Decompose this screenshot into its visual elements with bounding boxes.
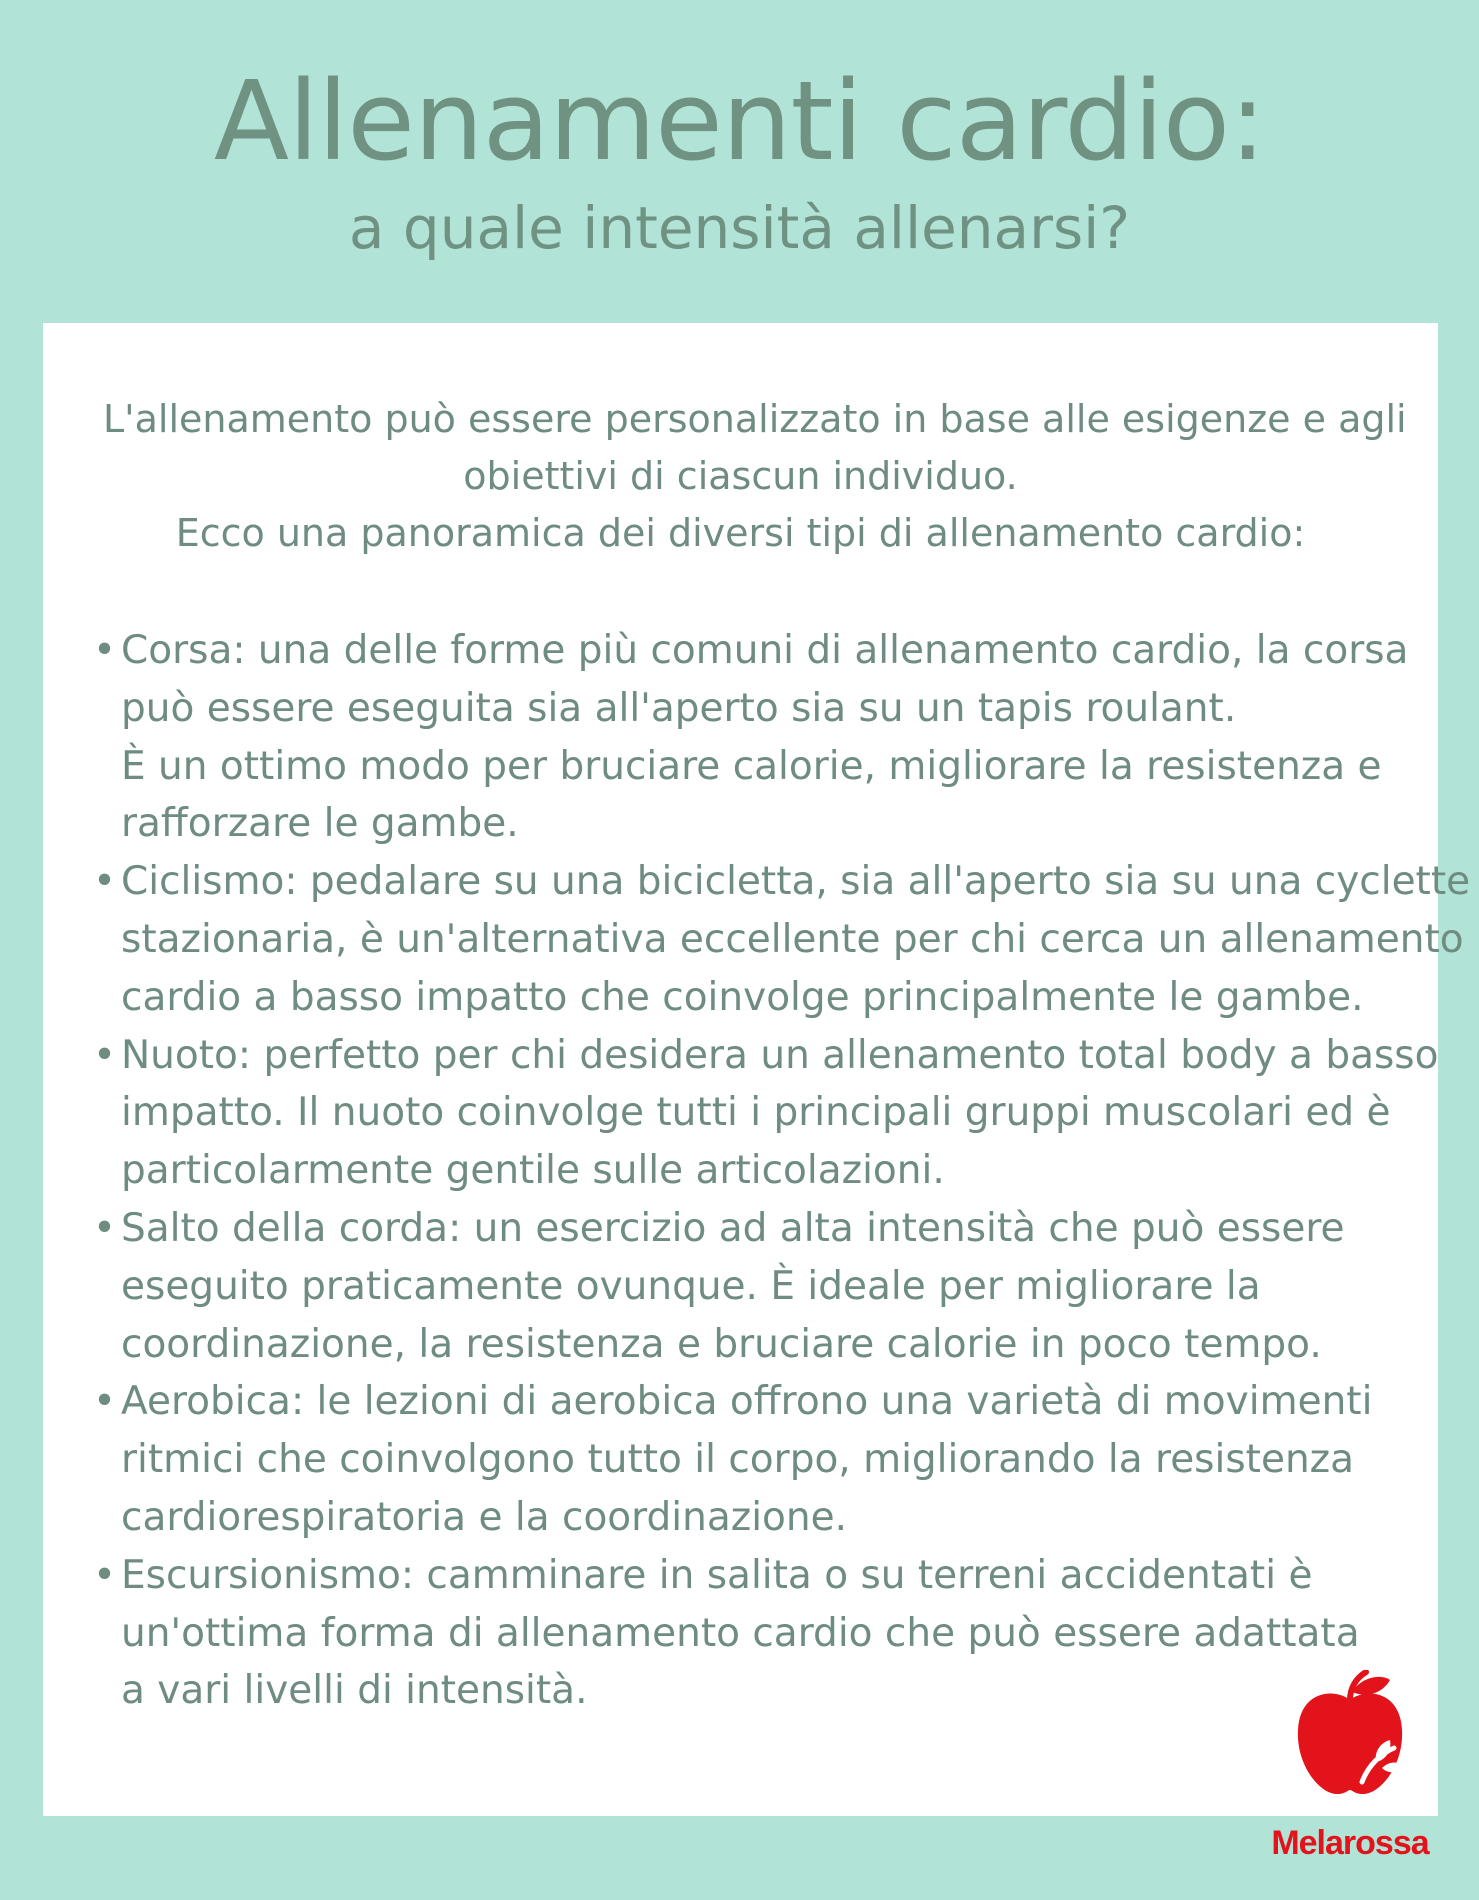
item-line: cardio a basso impatto che coinvolge principalmente le gambe.: [121, 974, 1364, 1020]
bullet: •: [93, 1379, 117, 1425]
item-line: Aerobica: le lezioni di aerobica offrono una varietà di movimenti: [121, 1379, 1373, 1425]
intro-line: Ecco una panoramica dei diversi tipi di allenamento cardio:: [175, 511, 1306, 555]
item-line: un'ottima forma di allenamento cardio che può essere adattata: [121, 1610, 1360, 1656]
brand-name: Melarossa: [1271, 1824, 1429, 1862]
item-line: particolarmente gentile sulle articolazioni.: [121, 1148, 945, 1194]
list-item-escursionismo: [93, 1547, 1413, 1720]
list-item-aerobica: [93, 1373, 1413, 1546]
cardio-types-list: [93, 622, 1471, 1720]
melarossa-logo: [1260, 1670, 1440, 1870]
bullet: •: [93, 859, 117, 905]
bullet: •: [93, 628, 117, 673]
content-card: [43, 323, 1471, 1816]
list-item-ciclismo: [93, 853, 1471, 1026]
page-subtitle: a quale intensità allenarsi?: [348, 194, 1131, 262]
apple-icon: [1290, 1670, 1410, 1800]
item-line: Escursionismo: camminare in salita o su terreni accidentati è: [121, 1552, 1313, 1598]
item-line: rafforzare le gambe.: [121, 801, 519, 847]
intro-paragraph: [103, 391, 1407, 562]
item-line: Salto della corda: un esercizio ad alta intensità che può essere: [121, 1205, 1345, 1251]
item-line: cardiorespiratoria e la coordinazione.: [121, 1494, 847, 1540]
item-line: stazionaria, è un'alternativa eccellente per chi cerca un allenamento: [121, 916, 1464, 962]
item-line: Nuoto: perfetto per chi desidera un allenamento total body a basso: [121, 1032, 1439, 1078]
bullet: •: [93, 1552, 117, 1598]
item-line: eseguito praticamente ovunque. È ideale per migliorare la: [121, 1263, 1261, 1309]
intro-line: obiettivi di ciascun individuo.: [463, 454, 1018, 498]
intro-line: L'allenamento può essere personalizzato in base alle esigenze e agli: [103, 397, 1407, 441]
item-line: può essere eseguita sia all'aperto sia su un tapis roulant.: [121, 685, 1237, 731]
list-item-salto-corda: [93, 1200, 1413, 1373]
list-item-corsa: [93, 622, 1413, 853]
item-line: impatto. Il nuoto coinvolge tutti i principali gruppi muscolari ed è: [121, 1090, 1391, 1136]
bullet: •: [93, 1032, 117, 1078]
item-line: coordinazione, la resistenza e bruciare calorie in poco tempo.: [121, 1321, 1322, 1367]
item-line: ritmici che coinvolgono tutto il corpo, migliorando la resistenza: [121, 1437, 1355, 1483]
header: [0, 0, 1479, 320]
item-line: È un ottimo modo per bruciare calorie, migliorare la resistenza e: [121, 743, 1382, 789]
item-line: a vari livelli di intensità.: [121, 1668, 588, 1714]
bullet: •: [93, 1205, 117, 1251]
list-item-nuoto: [93, 1027, 1439, 1200]
item-line: Ciclismo: pedalare su una bicicletta, sia all'aperto sia su una cyclette: [121, 859, 1471, 905]
item-line: Corsa: una delle forme più comuni di allenamento cardio, la corsa: [121, 628, 1409, 673]
page-title: Allenamenti cardio:: [213, 57, 1266, 185]
